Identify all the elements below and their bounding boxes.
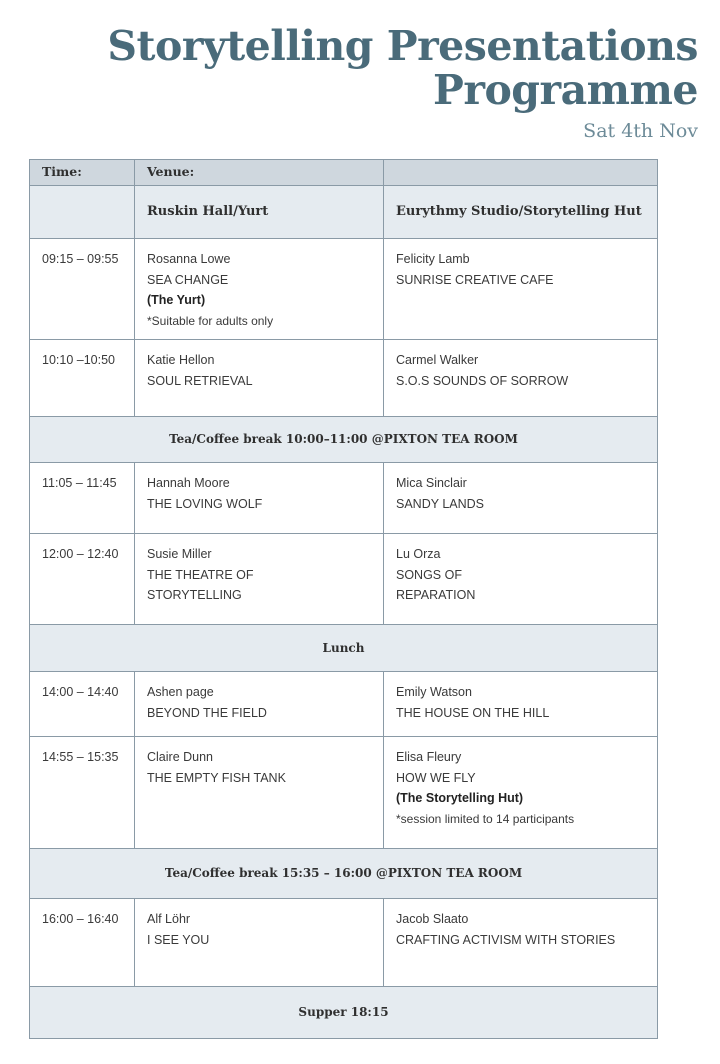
session-title: HOW WE FLY <box>396 770 476 785</box>
session-title: SUNRISE CREATIVE CAFE <box>396 272 554 287</box>
tea-break-2: Tea/Coffee break 15:35 – 16:00 @PIXTON TEA ROOM <box>30 849 658 899</box>
session-note: *session limited to 14 participants <box>396 811 575 826</box>
presenter-name: Claire Dunn <box>147 750 214 764</box>
session-title: THE HOUSE ON THE HILL <box>396 705 550 720</box>
session-title: SOUL RETRIEVAL <box>147 373 253 388</box>
presenter-name: Elisa Fleury <box>396 750 462 764</box>
presenter-name: Carmel Walker <box>396 353 479 367</box>
venue-a-session <box>135 340 384 417</box>
session-title: SEA CHANGE <box>147 272 229 287</box>
session-row <box>30 737 658 849</box>
venue-b-session <box>384 899 658 987</box>
header-row <box>30 160 658 186</box>
session-location: (The Storytelling Hut) <box>396 791 524 805</box>
presenter-name: Emily Watson <box>396 685 472 699</box>
presenter-name: Alf Löhr <box>147 912 191 926</box>
session-title: SANDY LANDS <box>396 496 484 511</box>
venue-b-session <box>384 463 658 534</box>
session-title: S.O.S SOUNDS OF SORROW <box>396 373 569 388</box>
session-time: 16:00 – 16:40 <box>30 899 135 987</box>
venue-b-header: Eurythmy Studio/Storytelling Hut <box>384 186 658 239</box>
venue-row <box>30 186 658 239</box>
session-time: 11:05 – 11:45 <box>30 463 135 534</box>
session-time: 14:00 – 14:40 <box>30 672 135 737</box>
break-row <box>30 987 658 1039</box>
venue-b-session <box>384 239 658 340</box>
session-title: THE LOVING WOLF <box>147 496 263 511</box>
venue-b-session <box>384 672 658 737</box>
title-line-1: Storytelling Presentations <box>107 22 698 70</box>
break-row <box>30 417 658 463</box>
presenter-name: Mica Sinclair <box>396 476 467 490</box>
presenter-name: Ashen page <box>147 685 214 699</box>
venue-b-session <box>384 737 658 849</box>
session-title: THE EMPTY FISH TANK <box>147 770 286 785</box>
venue-a-session <box>135 672 384 737</box>
presenter-name: Jacob Slaato <box>396 912 469 926</box>
venue-row-blank <box>30 186 135 239</box>
presenter-name: Susie Miller <box>147 547 212 561</box>
venue-header-blank <box>384 160 658 186</box>
presenter-name: Katie Hellon <box>147 353 215 367</box>
session-time: 12:00 – 12:40 <box>30 534 135 625</box>
session-row <box>30 672 658 737</box>
presenter-name: Hannah Moore <box>147 476 230 490</box>
session-title: BEYOND THE FIELD <box>147 705 267 720</box>
session-row <box>30 340 658 417</box>
session-row <box>30 534 658 625</box>
venue-b-session <box>384 534 658 625</box>
session-title: THE THEATRE OF <box>147 567 254 582</box>
session-title: SONGS OF <box>396 567 462 582</box>
venue-a-session <box>135 899 384 987</box>
session-row <box>30 463 658 534</box>
page-title <box>107 24 698 112</box>
session-title-cont: STORYTELLING <box>147 588 242 602</box>
title-line-2: Programme <box>433 66 698 114</box>
break-row <box>30 625 658 672</box>
session-time: 10:10 –10:50 <box>30 340 135 417</box>
tea-break-1: Tea/Coffee break 10:00–11:00 @PIXTON TEA ROOM <box>30 417 658 463</box>
session-time: 09:15 – 09:55 <box>30 239 135 340</box>
programme-table <box>29 159 658 1039</box>
event-date: Sat 4th Nov <box>583 120 698 142</box>
session-row <box>30 239 658 340</box>
session-title: CRAFTING ACTIVISM WITH STORIES <box>396 932 616 947</box>
presenter-name: Rosanna Lowe <box>147 252 231 266</box>
venue-header: Venue: <box>135 160 384 186</box>
venue-a-header: Ruskin Hall/Yurt <box>135 186 384 239</box>
presenter-name: Lu Orza <box>396 547 441 561</box>
lunch-break: Lunch <box>30 625 658 672</box>
break-row <box>30 849 658 899</box>
session-location: (The Yurt) <box>147 293 206 307</box>
venue-a-session <box>135 463 384 534</box>
session-row <box>30 899 658 987</box>
venue-a-session <box>135 239 384 340</box>
presenter-name: Felicity Lamb <box>396 252 470 266</box>
session-note: *Suitable for adults only <box>147 313 274 328</box>
venue-b-session <box>384 340 658 417</box>
session-title: I SEE YOU <box>147 932 210 947</box>
time-header: Time: <box>30 160 135 186</box>
supper-break: Supper 18:15 <box>30 987 658 1039</box>
session-time: 14:55 – 15:35 <box>30 737 135 849</box>
venue-a-session <box>135 737 384 849</box>
session-title-cont: REPARATION <box>396 588 476 602</box>
venue-a-session <box>135 534 384 625</box>
